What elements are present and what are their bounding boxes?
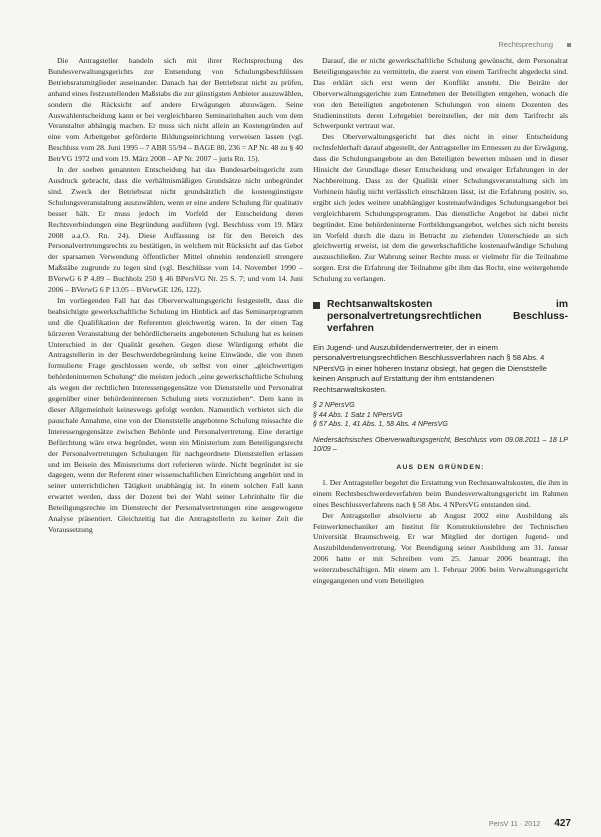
reasons-heading: AUS DEN GRÜNDEN:	[396, 464, 485, 472]
running-title: Rechtsprechung	[498, 40, 553, 49]
paragraph: Im vorliegenden Fall hat das Oberverwaltungsgericht festgestellt, dass die beabsichtigte gewerkschaftliche Schulung im Hinblick auf das Seminarprogramm und die Qualifikation der Referenten gleichwertig waren. In der einen Tag kürzeren Veranstaltung der behördlicherseits angebotenen Schulung hat es keinen Unterschied in der Qualität gesehen. Gegen diese Würdigung erhebt die Antragstellerin in der Beschwerdebegründung keine Einwände, die von ihnen formulierte Frage geschlossen werde, ob selbst von einer „gleichwertigen behördeninternen Schulung“ die meisten jedoch „eine gewerkschaftliche Schulung als wegen der rechtlichen Interessengegensätze von Dienststelle und Personalrat gegenüber einer behördeninternen Schulung stets vorzuziehen“. Dem kann in dieser Allgemeinheit keineswegs gefolgt werden. Namentlich verbietet sich die pauschale Annahme, eine von der Dienststelle angebotene Schulung missachte die Interessengegensätze zwischen Behörde und Personalvertretung. Eine derartige Befürchtung wäre etwa begründet, wenn ein Ministerium zum Beteiligungsrecht der Personalvertretungen Schulungen für nachgeordnete Dienststellen erlassen und im Beisein des Ministeriums dort referieren würde. Nicht begründet ist sie dagegen, wenn der Referent einer wissenschaftlichen Einrichtung angehört und in seiner unterrichtlichen Tätigkeit unabhängig ist. In einem solchen Fall kann erwartet werden, dass der Dozent bei der Wahl seiner Lehrinhalte für die Beteiligungsrechte im Dienstrecht der Personalvertretungen eine ausgewogene Analyse präsentiert. Gleichzeitig hat die Antragstellerin zu keiner Zeit die Voraussetzung	[48, 295, 303, 534]
statute-cite: § 2 NPersVG	[313, 401, 355, 410]
headnote: Ein Jugend- und Auszubildendenvertreter, der in einem personalvertretungsrechtlichen Beschlussverfahren nach § 58 Abs. 4 NPersVG in einer höheren Instanz obsiegt, hat gegen die Dienststelle keinen Anspruch auf Erstattung der ihm entstandenen Rechtsanwaltskosten.	[313, 343, 547, 394]
paragraph: In der soeben genannten Entscheidung hat das Bundesarbeitsgericht zum Ausdruck gebracht, dass die verhältnismäßigen Grundsätze nicht unbegründet sind. Zweck der Betriebsrat nicht grundsätzlich die kostengünstigste Schulungsveranstaltung auszuwählen, wenn er eine andere Schulung für qualitativ besser hält. Er muss jedoch im Vorfeld der Entscheidung deren Rechtsverbindungen eine Begründung ausführen (vgl. Beschluss vom 19. März 2008 a.a.O. Rn. 24). Diese Auffassung ist für den Bereich des Personalvertretungsrechts zu bestätigen, in welchem mit Rücksicht auf das Gebot der sparsamen Verwendung öffentlicher Mittel ohnehin tendenziell strengere Maßstäbe zugrunde zu legen sind (vgl. Beschlüsse vom 14. November 1990 – BVerwG 6 P 4.89 – Buchholz 250 § 46 BPersVG Nr. 25 S. 7; und vom 14. Juni 2006 – BVerwG 6 P 13.05 – BVerwGE 126, 122).	[48, 165, 303, 295]
court-citation: Niedersächsisches Oberverwaltungsgericht, Beschluss vom 09.08.2011 – 18 LP 10/09 –	[313, 435, 568, 454]
statute-citations	[313, 401, 568, 430]
statute-cite: § 44 Abs. 1 Satz 1 NPersVG	[313, 410, 403, 419]
running-header	[498, 40, 571, 49]
section-heading	[313, 299, 568, 335]
paragraph: Darauf, die er nicht gewerkschaftliche Schulung gewünscht, dem Personalrat Beteiligungsrechte zu vermitteln, die zuerst von einem Tarifrecht abgedeckt sind. Das erklärt sich erst wenn der Konflikt ansteht. Die Beiräte der Oberverwaltungsgerichte zum Entnehmen der Beteiligten entgehen, wonach die von den Beteiligten angebotenen Schulungen von einem Dozenten des Studieninstituts deren Lehrgebiet bereitstellen, der mit dem Tarifrecht als Schwerpunkt vertraut war.	[313, 56, 568, 131]
page-footer	[489, 818, 571, 829]
right-column	[313, 56, 568, 587]
section-title: Rechtsanwaltskosten im personalvertretungsrechtlichen Beschlussverfahren	[327, 299, 568, 335]
header-marker-icon	[567, 43, 571, 47]
paragraph: Des Oberverwaltungsgericht hat dies nicht in einer Entscheidung rechtsfehlerhaft darauf abgestellt, der Antragsteller im Ermessen zu der Erwägung, dass die Schulungsangebote an den Beteiligten bewerten müssen und in dieser Hinsicht der Grundlage dieser Entscheidung und etwaiger Erfahrungen in der Nachbereitung. Dass zu der Qualität einer Schulungsveranstaltung sich im Vorhinein häufig nicht verlässlich einschätzen lässt, ist die Erfahrung positiv, so, ergibt sich jedes weitere unabhängiger kostenaufwändiges Schulungsangebot bei vergleichbarem Schulungsprogramm. Das dienstliche Angebot ist dabei nicht begründet. Eine behördeninterne Fortbildungsangebot, welches sich nicht bereits im Vorfeld durch die dazu in Betracht zu ziehenden Unterschiede an sich gleichwertig erweist, ist dem die gewerkschaftliche kostenaufwändige Schulung auszuschließen. Zur Wahrung seiner Rechte muss er vielmehr für die Teilnahme sorgen. Erst die Erfahrung der Teilnahme gibt ihm das Recht, eine weitergehende Schulung zu verlangen.	[313, 132, 568, 284]
paragraph: Der Antragsteller absolvierte ab August 2002 eine Ausbildung als Feinwerkmechaniker am Institut für Konstruktionslehre der Technischen Universität Braunschweig. Er war Mitglied der dortigen Jugend- und Auszubildendenvertretung. Vor Beendigung seiner Ausbildung am 31. Januar 2006 hatte er mit Schreiben vom 25. Januar 2006 beantragt, ihn weiterzubeschäftigen. Mit einem am 1. Februar 2006 beim Verwaltungsgericht eingegangenen und vom Beteiligten	[313, 510, 568, 586]
issue-label: PersV 11 · 2012	[488, 819, 541, 828]
paragraph: 1. Der Antragsteller begehrt die Erstattung von Rechtsanwaltskosten, die ihm in einem Rechtsbeschwerdeverfahren beim Bundesverwaltungsgericht im Rahmen eines Beschlussverfahrens nach § 58 Abs. 4 NPersVG entstanden sind.	[313, 477, 568, 509]
section-bullet-icon	[313, 302, 320, 309]
left-column	[48, 56, 303, 536]
page-number: 427	[554, 818, 571, 829]
statute-cite: § 57 Abs. 1, 41 Abs. 1, 58 Abs. 4 NPersVG	[313, 420, 448, 429]
paragraph: Die Antragsteller handeln sich mit ihrer Rechtsprechung des Bundesverwaltungsgerichts zur Entsendung von Schulungsbeschlüssen Betriebsratsmitglieder auseinander. Danach hat der Betriebsrat nicht zu prüfen, anhand eines festzustellenden Maßstabs die zur günstigsten Anbieter auszuwählen, sondern die Rücksicht auf andere Erwägungen abzuwägen. Seine Auswahlentscheidung kann er bei vergleichbaren Seminarinhalten auch von dem Veranstalter abhängig machen. Er muss sich nicht allein an Kostengründen auf eine vom Arbeitgeber geförderte Bildungseinrichtung verweisen lassen (vgl. Beschluss vom 28. Juni 1995 – 7 ABR 55/94 – BAGE 80, 236 = AP Nr. 48 zu § 40 BetrVG 1972 und vom 19. März 2008 – AP Nr. 2007 – juris Rn. 15).	[48, 56, 303, 164]
